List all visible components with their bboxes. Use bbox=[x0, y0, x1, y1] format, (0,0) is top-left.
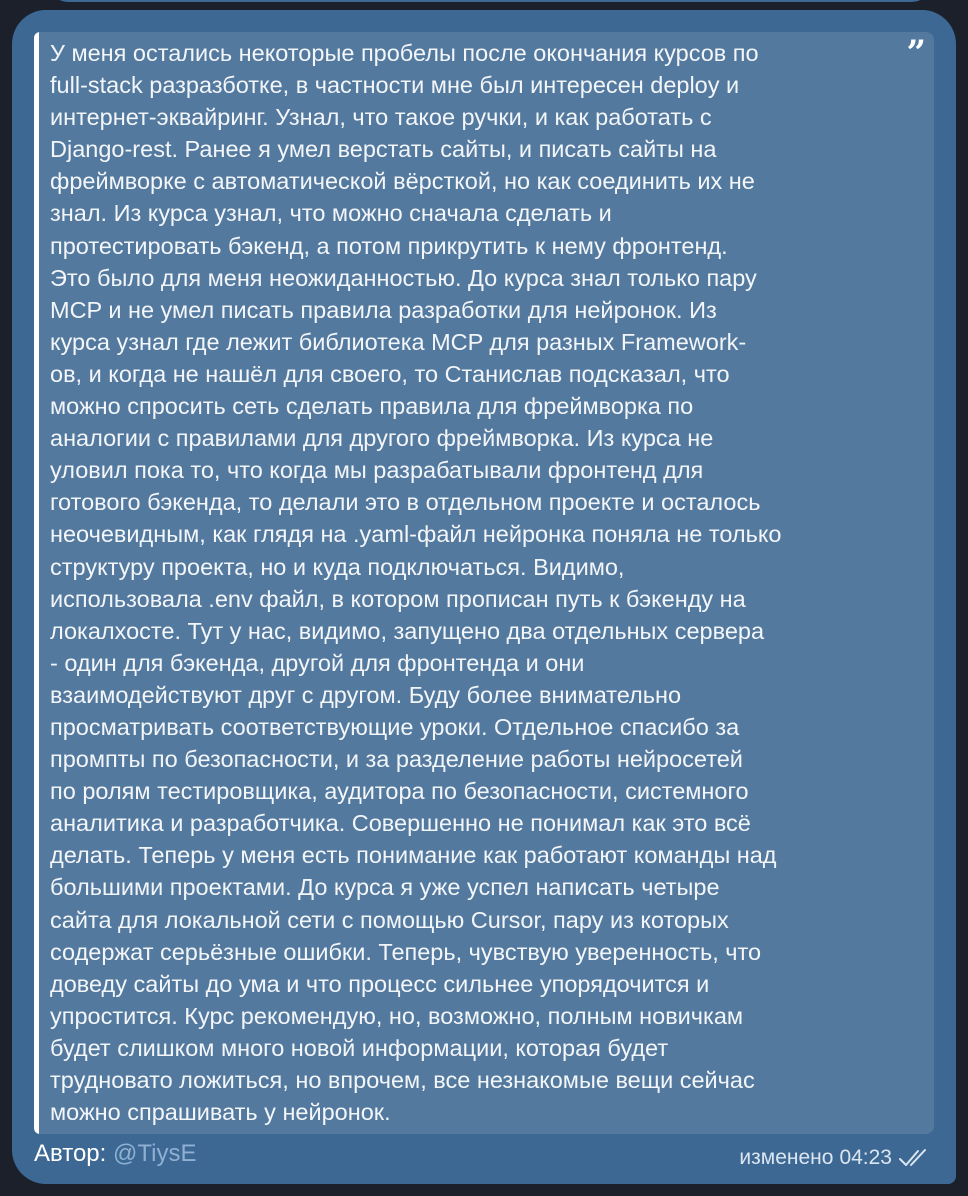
author-handle-link[interactable]: @TiysE bbox=[112, 1140, 197, 1167]
quote-line: Это было для меня неожиданностью. До курса знал только пару bbox=[50, 264, 757, 291]
quote-line: сайта для локальной сети с помощью Cursor, пару из которых bbox=[50, 906, 729, 933]
previous-message-bubble bbox=[50, 0, 930, 2]
quote-line: знал. Из курса узнал, что можно сначала сделать и bbox=[50, 200, 612, 227]
quote-bar bbox=[34, 32, 39, 1134]
message-bubble[interactable] bbox=[12, 10, 956, 1184]
quote-line: - один для бэкенда, другой для фронтенда и они bbox=[50, 649, 585, 676]
quote-line: протестировать бэкенд, а потом прикрутить к нему фронтенд. bbox=[50, 232, 728, 259]
quote-line: ов, и когда не нашёл для своего, то Станислав подсказал, что bbox=[50, 360, 730, 387]
double-check-read-icon bbox=[898, 1147, 928, 1169]
quote-line: можно спросить сеть сделать правила для фреймворка по bbox=[50, 393, 694, 420]
closing-quote-icon: ” bbox=[906, 33, 924, 73]
message-footer bbox=[34, 1136, 934, 1176]
bubble-tail bbox=[934, 1162, 956, 1184]
quote-line: можно спрашивать у нейронок. bbox=[50, 1099, 391, 1126]
quote-line: локалхосте. Тут у нас, видимо, запущено два отдельных сервера bbox=[50, 617, 765, 644]
quote-line: интернет-эквайринг. Узнал, что такое ручки, и как работать с bbox=[50, 104, 712, 131]
quote-text bbox=[50, 37, 910, 1128]
quote-line: full-stack разразботке, в частности мне был интересен deploy и bbox=[50, 72, 740, 99]
quote-block bbox=[34, 32, 934, 1134]
quote-line: Django-rest. Ранее я умел верстать сайты, и писать сайты на bbox=[50, 136, 717, 163]
quote-line: доведу сайты до ума и что процесс сильнее упорядочится и bbox=[50, 970, 710, 997]
quote-line: У меня остались некоторые пробелы после окончания курсов по bbox=[50, 40, 759, 66]
message-time: 04:23 bbox=[839, 1146, 892, 1169]
quote-line: просматривать соответствующие уроки. Отдельное спасибо за bbox=[50, 713, 740, 740]
quote-line: большими проектами. До курса я уже успел написать четыре bbox=[50, 874, 720, 901]
quote-line: взаимодействуют друг с другом. Буду более внимательно bbox=[50, 681, 682, 708]
message-meta bbox=[739, 1144, 928, 1172]
quote-line: по ролям тестировщика, аудитора по безопасности, системного bbox=[50, 778, 749, 805]
quote-line: упростится. Курс рекомендую, но, возможно, полным новичкам bbox=[50, 1002, 744, 1029]
quote-line: аналитика и разработчика. Совершенно не понимал как это всё bbox=[50, 810, 751, 837]
quote-line: фреймворке с автоматической вёрсткой, но как соединить их не bbox=[50, 168, 755, 195]
quote-line: трудновато ложиться, но впрочем, все незнакомые вещи сейчас bbox=[50, 1067, 755, 1093]
quote-line: содержат серьёзные ошибки. Теперь, чувствую уверенность, что bbox=[50, 938, 762, 965]
quote-line: MCP и не умел писать правила разработки для нейронок. Из bbox=[50, 296, 717, 323]
quote-line: структуру проекта, но и куда подключаться. Видимо, bbox=[50, 553, 625, 580]
quote-line: уловил пока то, что когда мы разрабатывали фронтенд для bbox=[50, 457, 704, 484]
quote-line: делать. Теперь у меня есть понимание как работают команды над bbox=[50, 842, 777, 869]
quote-line: неочевидным, как глядя на .yaml-файл нейронка поняла не только bbox=[50, 521, 782, 548]
quote-line: аналогии с правилами для другого фреймворка. Из курса не bbox=[50, 425, 714, 452]
quote-line: готового бэкенда, то делали это в отдельном проекте и осталось bbox=[50, 489, 761, 516]
author-label: Автор: bbox=[34, 1140, 113, 1167]
edited-label: изменено bbox=[739, 1146, 834, 1169]
quote-line: будет слишком много новой информации, которая будет bbox=[50, 1034, 669, 1061]
quote-line: промпты по безопасности, и за разделение работы нейросетей bbox=[50, 746, 743, 773]
author-line bbox=[34, 1138, 196, 1170]
quote-line: использовала .env файл, в котором прописан путь к бэкенду на bbox=[50, 585, 746, 612]
quote-line: курса узнал где лежит библиотека MCP для разных Framework- bbox=[50, 328, 747, 355]
